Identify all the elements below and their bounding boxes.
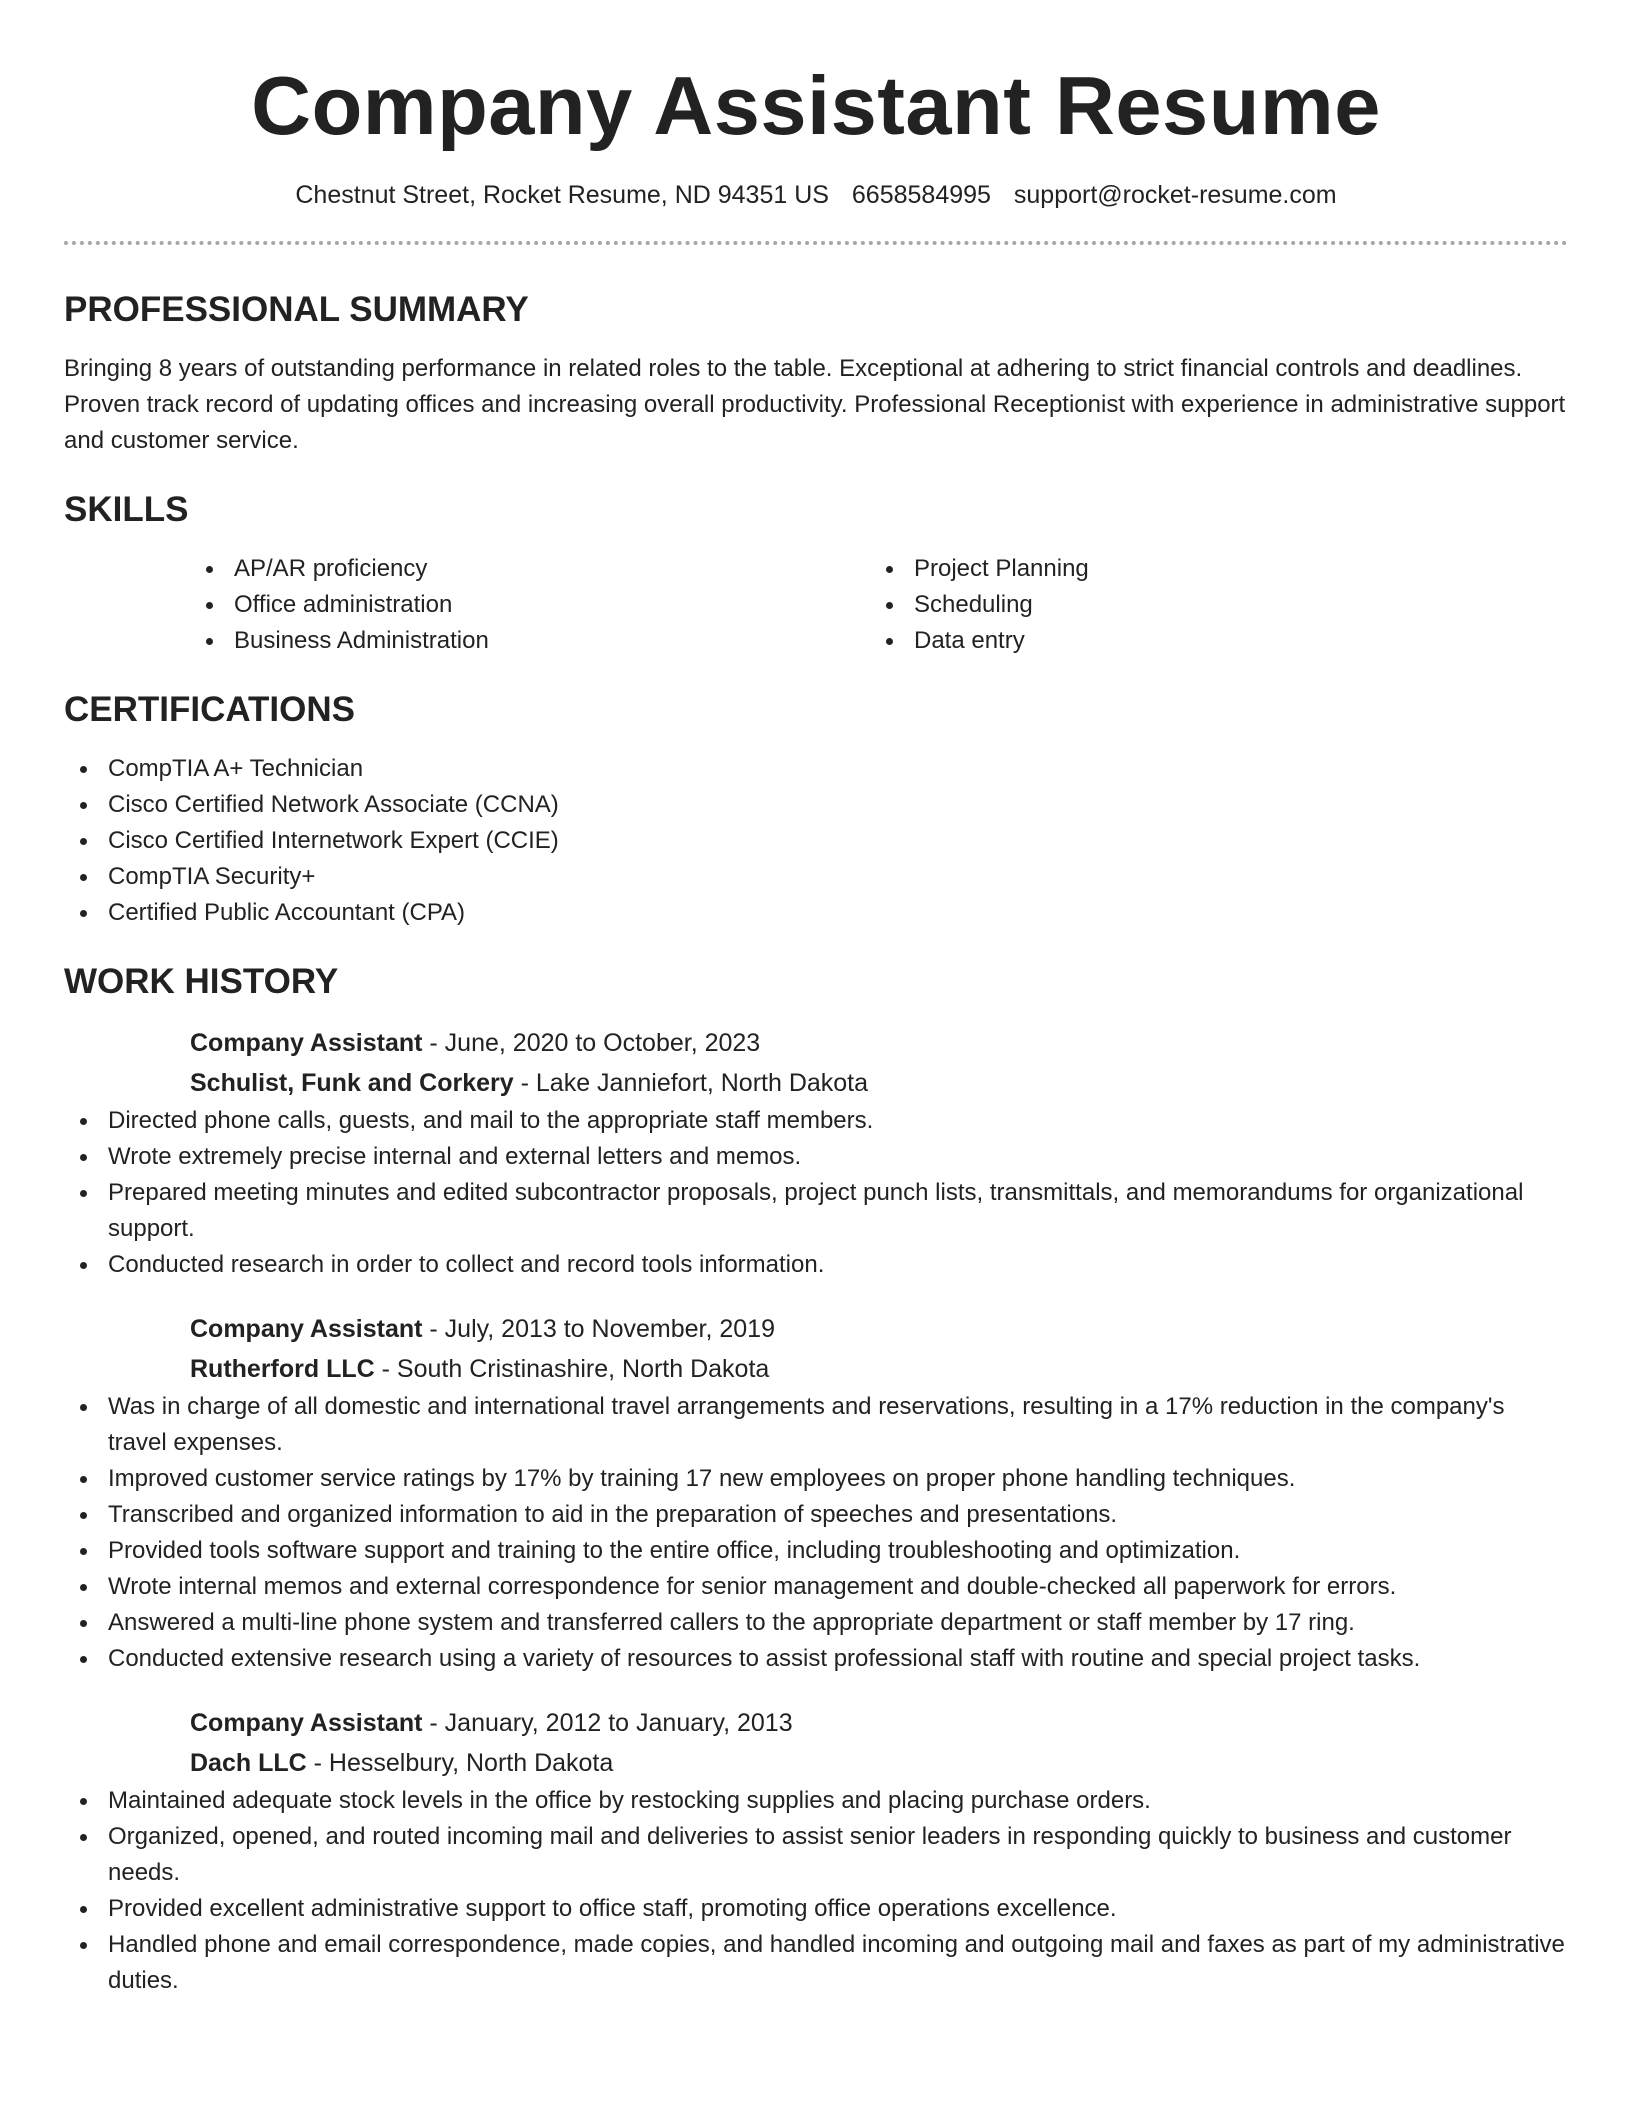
job-dates: - January, 2012 to January, 2013: [422, 1709, 793, 1737]
skills-grid: [190, 551, 1568, 659]
list-item: Wrote extremely precise internal and external letters and memos.: [64, 1139, 1568, 1175]
header-divider: [64, 241, 1568, 245]
certifications-list: [64, 751, 1568, 931]
list-item: Wrote internal memos and external correspondence for senior management and double-checked all paperwork for errors.: [64, 1569, 1568, 1605]
job-dates: - July, 2013 to November, 2019: [422, 1315, 775, 1343]
contact-phone: 6658584995: [851, 181, 991, 209]
list-item: CompTIA Security+: [64, 859, 1568, 895]
list-item: Answered a multi-line phone system and transferred callers to the appropriate department or staff member by 17 ring.: [64, 1605, 1568, 1641]
list-item: AP/AR proficiency: [190, 551, 870, 587]
summary-text: Bringing 8 years of outstanding performance in related roles to the table. Exceptional at adhering to strict financial controls and deadlines. Proven track record of updating offices and increasing overall productivity. Professional Receptionist with experience in administrative support and customer service.: [64, 355, 1566, 454]
skills-list-right: [870, 551, 1550, 659]
list-item: CompTIA A+ Technician: [64, 751, 1568, 787]
job-location: - South Cristinashire, North Dakota: [374, 1355, 770, 1383]
list-item: Business Administration: [190, 623, 870, 659]
list-item: Improved customer service ratings by 17% by training 17 new employees on proper phone handling techniques.: [64, 1461, 1568, 1497]
list-item: Scheduling: [870, 587, 1550, 623]
list-item: Provided excellent administrative support to office staff, promoting office operations excellence.: [64, 1891, 1568, 1927]
summary-heading: PROFESSIONAL SUMMARY: [64, 290, 529, 329]
list-item: Transcribed and organized information to aid in the preparation of speeches and presentations.: [64, 1497, 1568, 1533]
job-title: Company Assistant: [190, 1709, 423, 1737]
job-company-line: [190, 1063, 1568, 1103]
certifications-heading: CERTIFICATIONS: [64, 690, 356, 729]
job-title: Company Assistant: [190, 1029, 423, 1057]
list-item: Organized, opened, and routed incoming mail and deliveries to assist senior leaders in responding quickly to business and customer needs.: [64, 1819, 1568, 1891]
work-history-heading: WORK HISTORY: [64, 962, 339, 1001]
list-item: Data entry: [870, 623, 1550, 659]
list-item: Directed phone calls, guests, and mail to the appropriate staff members.: [64, 1103, 1568, 1139]
skills-heading: SKILLS: [64, 490, 189, 529]
resume-title: Company Assistant Resume: [251, 59, 1381, 152]
list-item: Conducted extensive research using a variety of resources to assist professional staff with routine and special project tasks.: [64, 1641, 1568, 1677]
job-bullets: [64, 1389, 1568, 1677]
list-item: Maintained adequate stock levels in the office by restocking supplies and placing purchase orders.: [64, 1783, 1568, 1819]
list-item: Prepared meeting minutes and edited subcontractor proposals, project punch lists, transmittals, and memorandums for organizational support.: [64, 1175, 1568, 1247]
job-location: - Hesselbury, North Dakota: [306, 1749, 614, 1777]
skills-list-left: [190, 551, 870, 659]
job-title-line: [190, 1703, 1568, 1743]
job-title-line: [190, 1023, 1568, 1063]
job-company-line: [190, 1743, 1568, 1783]
list-item: Office administration: [190, 587, 870, 623]
contact-line: [64, 178, 1568, 212]
job-company-line: [190, 1349, 1568, 1389]
contact-address: Chestnut Street, Rocket Resume, ND 94351 US: [295, 181, 829, 209]
list-item: Provided tools software support and training to the entire office, including troubleshooting and optimization.: [64, 1533, 1568, 1569]
list-item: Cisco Certified Internetwork Expert (CCIE): [64, 823, 1568, 859]
job-location: - Lake Janniefort, North Dakota: [513, 1069, 869, 1097]
list-item: Was in charge of all domestic and international travel arrangements and reservations, resulting in a 17% reduction in the company's travel expenses.: [64, 1389, 1568, 1461]
job-entry: [190, 1309, 1568, 1389]
job-company: Schulist, Funk and Corkery: [190, 1069, 514, 1097]
job-entry: [190, 1703, 1568, 1783]
list-item: Project Planning: [870, 551, 1550, 587]
job-dates: - June, 2020 to October, 2023: [422, 1029, 761, 1057]
job-company: Dach LLC: [190, 1749, 307, 1777]
job-title-line: [190, 1309, 1568, 1349]
job-company: Rutherford LLC: [190, 1355, 375, 1383]
list-item: Handled phone and email correspondence, made copies, and handled incoming and outgoing mail and faxes as part of my administrative duties.: [64, 1927, 1568, 1999]
job-title: Company Assistant: [190, 1315, 423, 1343]
contact-email[interactable]: support@rocket-resume.com: [1013, 181, 1337, 209]
job-bullets: [64, 1103, 1568, 1283]
job-entry: [190, 1023, 1568, 1103]
list-item: Conducted research in order to collect and record tools information.: [64, 1247, 1568, 1283]
list-item: Cisco Certified Network Associate (CCNA): [64, 787, 1568, 823]
list-item: Certified Public Accountant (CPA): [64, 895, 1568, 931]
job-bullets: [64, 1783, 1568, 1999]
